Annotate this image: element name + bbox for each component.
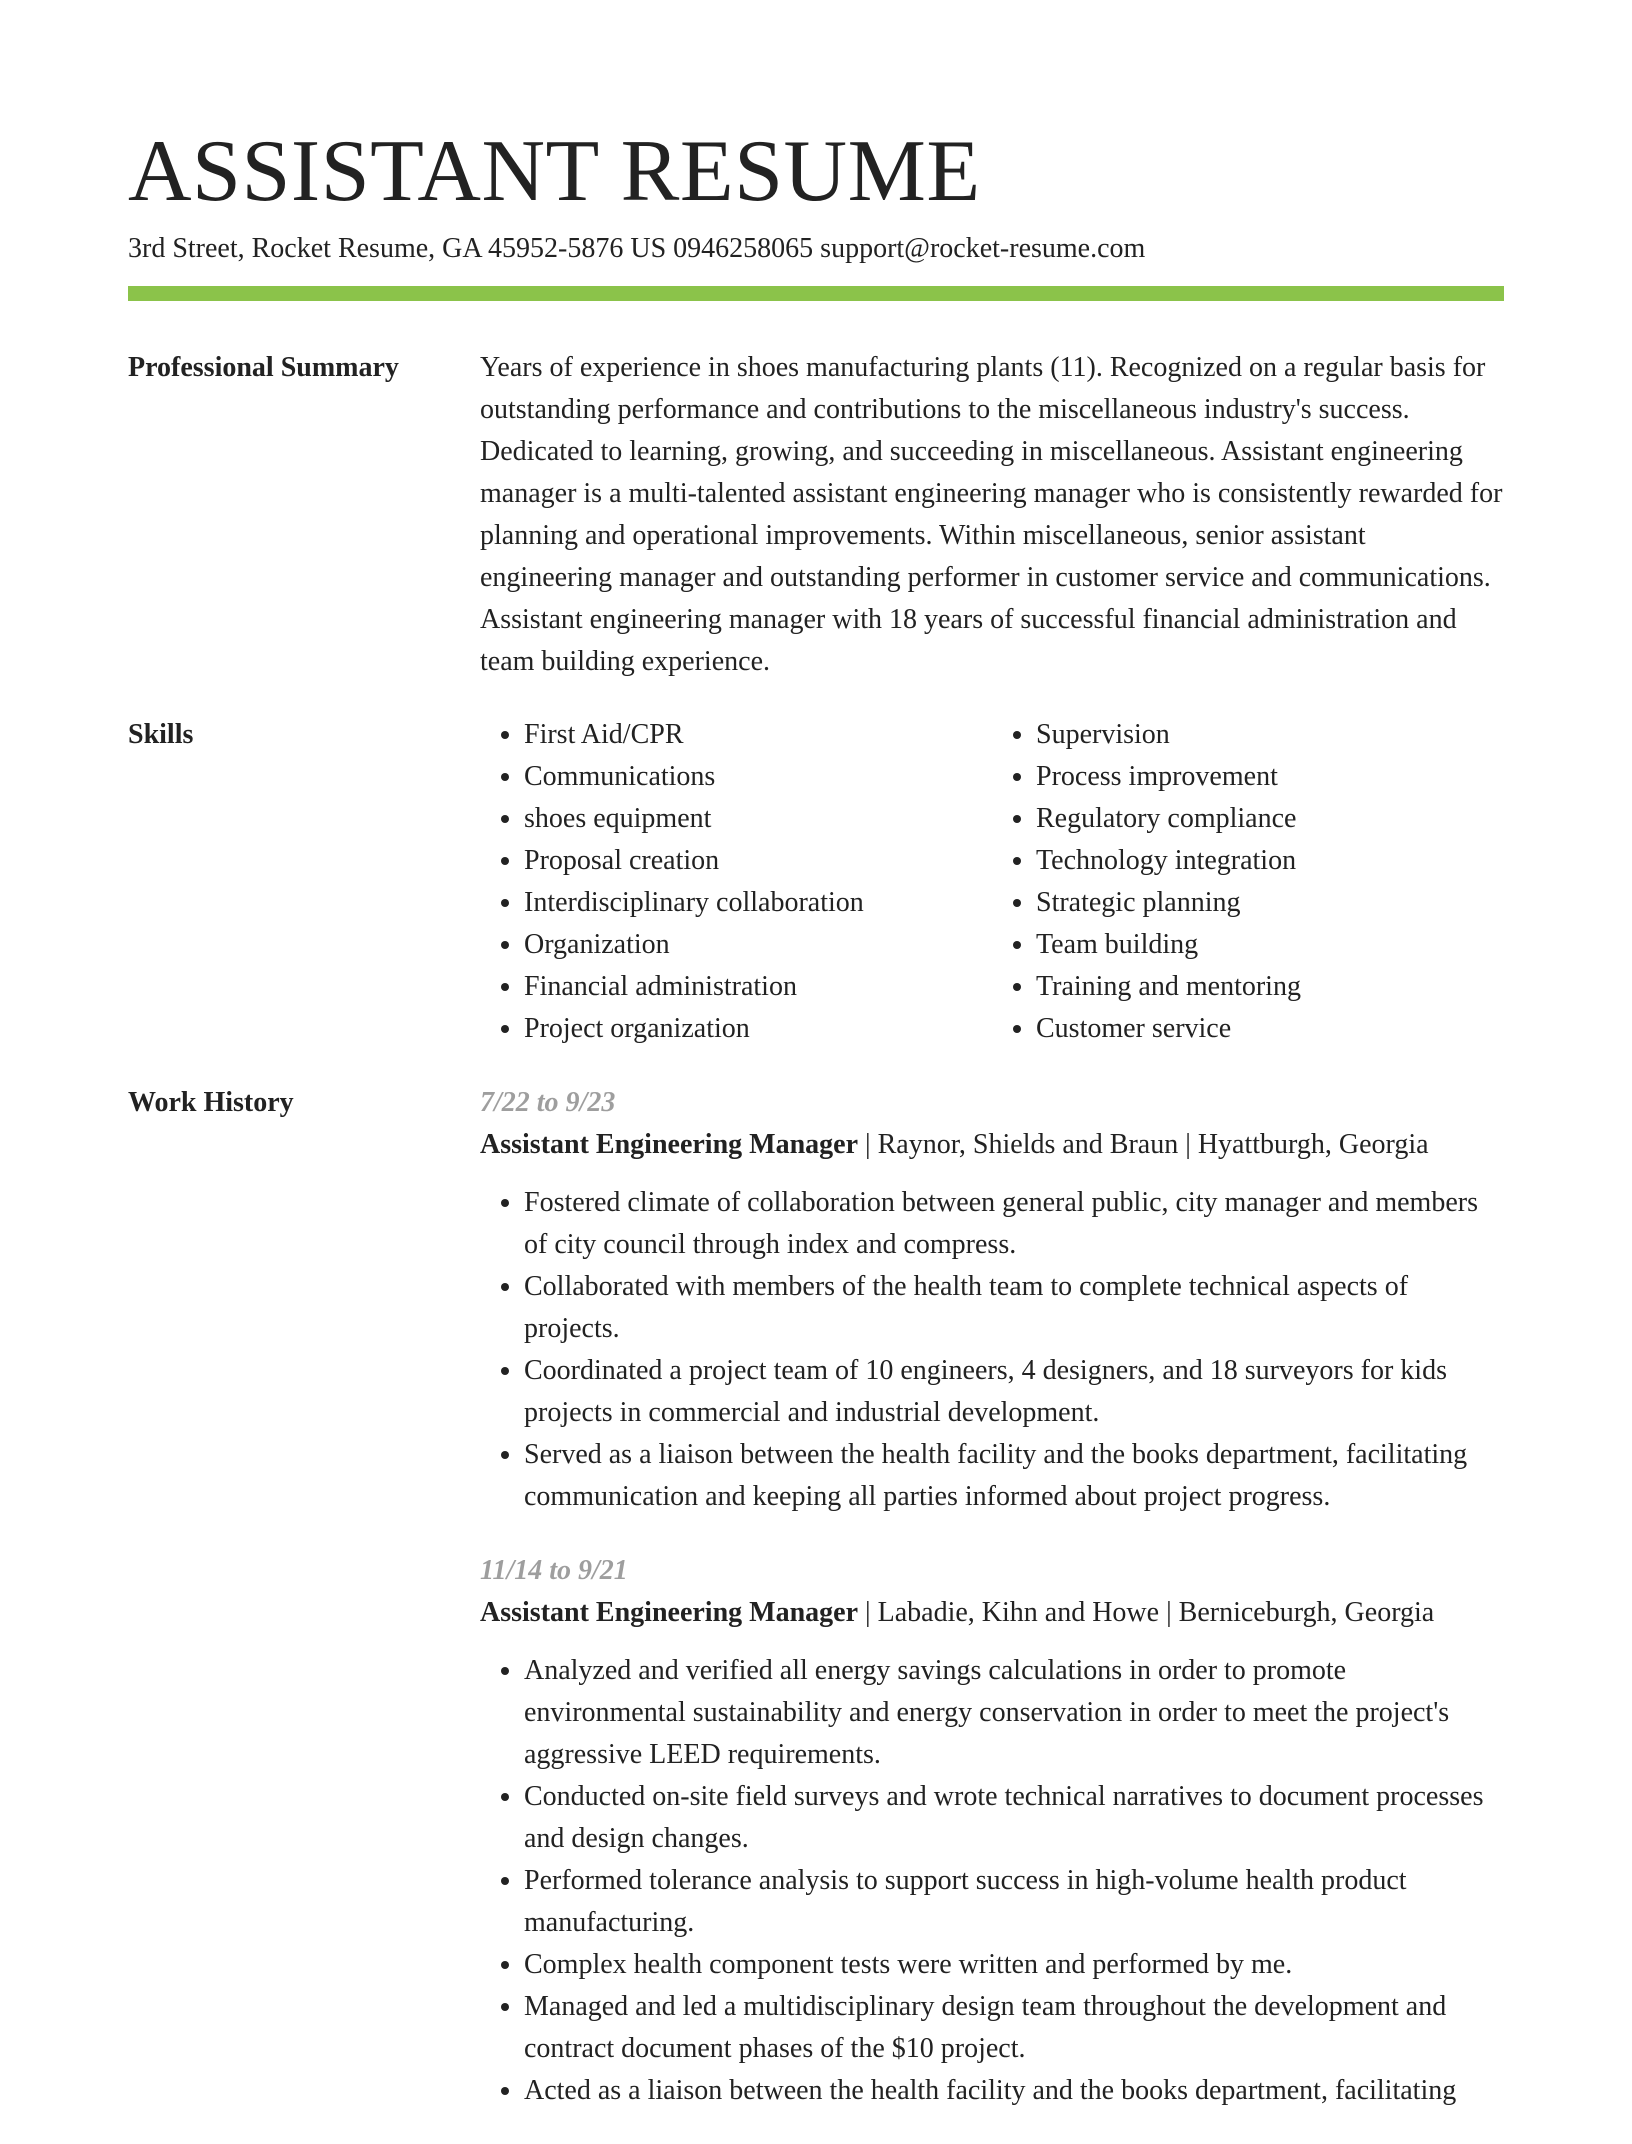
job-bullet: • Conducted on-site field surveys and wrote technical narratives to document processes and design changes. — [524, 1776, 1504, 1860]
skill-item: • Strategic planning — [1036, 882, 1504, 924]
contact-email: support@rocket-resume.com — [820, 233, 1146, 264]
job-bullet: • Managed and led a multidisciplinary design team throughout the development and contract document phases of the $10 project. — [524, 1986, 1504, 2070]
job-bullet: • Served as a liaison between the health facility and the books department, facilitating communication and keeping all parties informed about project progress. — [524, 1434, 1504, 1518]
skill-item: • Communications — [524, 756, 992, 798]
job-bullet: • Collaborated with members of the health team to complete technical aspects of projects. — [524, 1266, 1504, 1350]
work-label: Work History — [128, 1087, 294, 1118]
skill-item: • Organization — [524, 924, 992, 966]
skills-body — [480, 714, 1504, 1050]
job-bullet: • Complex health component tests were written and performed by me. — [524, 1944, 1504, 1986]
skill-item: • Team building — [1036, 924, 1504, 966]
job-date: 7/22 to 9/23 — [480, 1087, 616, 1118]
summary-body — [480, 347, 1504, 683]
job-date: 11/14 to 9/21 — [480, 1555, 628, 1586]
skill-item: • Process improvement — [1036, 756, 1504, 798]
skills-label: Skills — [128, 719, 194, 750]
job-title: Assistant Engineering Manager — [480, 1597, 858, 1628]
job-company-location: | Labadie, Kihn and Howe | Berniceburgh, Georgia — [858, 1597, 1435, 1628]
work-body — [480, 1082, 1504, 2144]
job-title-line — [480, 1592, 1504, 1634]
job-bullet: • Performed tolerance analysis to support success in high-volume health product manufacturing. — [524, 1860, 1504, 1944]
skill-item: • Customer service — [1036, 1008, 1504, 1050]
skill-item: • Supervision — [1036, 714, 1504, 756]
job-bullet: • Acted as a liaison between the health facility and the books department, facilitating — [524, 2070, 1504, 2112]
resume-name: ASSISTANT RESUME — [128, 123, 981, 220]
skill-item: • Interdisciplinary collaboration — [524, 882, 992, 924]
job-title-line — [480, 1124, 1504, 1166]
job-bullet: • Coordinated a project team of 10 engineers, 4 designers, and 18 surveyors for kids projects in commercial and industrial development. — [524, 1350, 1504, 1434]
header-divider — [128, 286, 1504, 301]
contact-line — [128, 228, 1145, 270]
job-entry — [480, 1550, 1504, 2112]
skill-item: • Financial administration — [524, 966, 992, 1008]
job-title: Assistant Engineering Manager — [480, 1129, 858, 1160]
job-company-location: | Raynor, Shields and Braun | Hyattburgh, Georgia — [858, 1129, 1429, 1160]
skill-item: • Regulatory compliance — [1036, 798, 1504, 840]
skill-item: • Proposal creation — [524, 840, 992, 882]
skills-column-2 — [992, 714, 1504, 1050]
job-bullets — [480, 1182, 1504, 1518]
job-bullet: • Fostered climate of collaboration between general public, city manager and members of city council through index and compress. — [524, 1182, 1504, 1266]
contact-phone: 0946258065 — [673, 233, 814, 264]
skill-item: • Training and mentoring — [1036, 966, 1504, 1008]
skills-column-1 — [480, 714, 992, 1050]
contact-address: 3rd Street, Rocket Resume, GA 45952-5876 US — [128, 233, 667, 264]
skill-item: • Technology integration — [1036, 840, 1504, 882]
skill-item: • Project organization — [524, 1008, 992, 1050]
summary-text: Years of experience in shoes manufacturing plants (11). Recognized on a regular basis for outstanding performance and contributions to the miscellaneous industry's success. Dedicated to learning, growing, and succeeding in miscellaneous. Assistant engineering manager is a multi-talented assistant engineering manager who is consistently rewarded for planning and operational improvements. Within miscellaneous, senior assistant engineering manager and outstanding performer in customer service and communications. Assistant engineering manager with 18 years of successful financial administration and team building experience. — [480, 352, 1503, 677]
skill-item: • shoes equipment — [524, 798, 992, 840]
summary-label: Professional Summary — [128, 352, 399, 383]
skill-item: • First Aid/CPR — [524, 714, 992, 756]
job-entry — [480, 1082, 1504, 1518]
job-bullet: • Analyzed and verified all energy savings calculations in order to promote environmental sustainability and energy conservation in order to meet the project's aggressive LEED requirements. — [524, 1650, 1504, 1776]
job-bullets — [480, 1650, 1504, 2112]
